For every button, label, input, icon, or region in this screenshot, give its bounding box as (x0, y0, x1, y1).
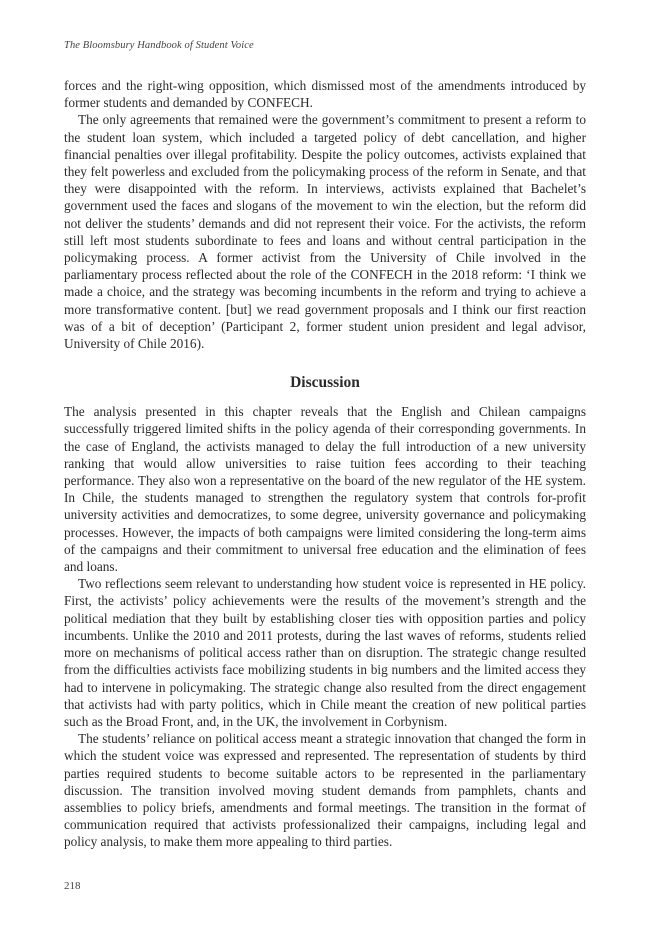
paragraph: forces and the right-wing opposition, which dismissed most of the amendments introduced by former students and demanded by CONFECH. (64, 78, 586, 111)
paragraph: The only agreements that remained were the government’s commitment to present a reform to the student loan system, which included a targeted policy of debt cancellation, and higher financial penalties over illegal profitability. Despite the policy outcomes, activists explained that they felt powerless and excluded from the policymaking process of the reform in Senate, and that they were disappointed with the reform. In interviews, activists explained that Bachelet’s government used the faces and slogans of the movement to win the election, but the reform did not deliver the students’ demands and did not represent their voice. For the activists, the reform still left most students subordinate to fees and loans and without central participation in the policymaking process. A former activist from the University of Chile involved in the parliamentary process reflected about the role of the CONFECH in the 2018 reform: ‘I think we made a choice, and the strategy was becoming incumbents in the reform and trying to achieve a more transformative content. [but] we read government proposals and I think our first reaction was of a bit of deception’ (Participant 2, former student union president and legal advisor, University of Chile 2016). (64, 112, 586, 352)
section-heading: Discussion (290, 374, 360, 392)
running-header: The Bloomsbury Handbook of Student Voice (64, 40, 254, 51)
paragraph: Two reflections seem relevant to understanding how student voice is represented in HE policy. First, the activists’ policy achievements were the results of the movement’s strength and the political mediation that they built by establishing closer ties with opposition parties and policy incumbents. Unlike the 2010 and 2011 protests, during the last waves of reforms, students relied more on mechanisms of political access rather than on disruption. The strategic change resulted from the difficulties activists face mobilizing students in big numbers and the limited access they had to intervene in policymaking. The strategic change also resulted from the direct engagement that activists had with party politics, which in Chile meant the creation of new political parties such as the Broad Front, and, in the UK, the involvement in Corbynism. (64, 576, 586, 729)
body-text (64, 77, 586, 851)
paragraph: The analysis presented in this chapter reveals that the English and Chilean campaigns successfully triggered limited shifts in the policy agenda of their corresponding governments. In the case of England, the activists managed to delay the full introduction of a new university ranking that would allow universities to raise tuition fees according to their teaching performance. They also won a representative on the board of the new regulator of the HE system. In Chile, the students managed to strengthen the regulatory system that controls for-profit university activities and democratizes, to some degree, university governance and policymaking processes. However, the impacts of both campaigns were limited considering the long-term aims of the campaigns and their commitment to universal free education and the elimination of fees and loans. (64, 404, 586, 575)
page-number: 218 (64, 880, 81, 892)
paragraph: The students’ reliance on political access meant a strategic innovation that changed the form in which the student voice was expressed and represented. The representation of students by third parties required students to become suitable actors to be represented in the parliamentary discussion. The transition involved moving student demands from pamphlets, chants and assemblies to policy briefs, amendments and formal meetings. The transition in the format of communication required that activists professionalized their campaigns, including legal and policy analysis, to make them more appealing to third parties. (64, 731, 586, 850)
